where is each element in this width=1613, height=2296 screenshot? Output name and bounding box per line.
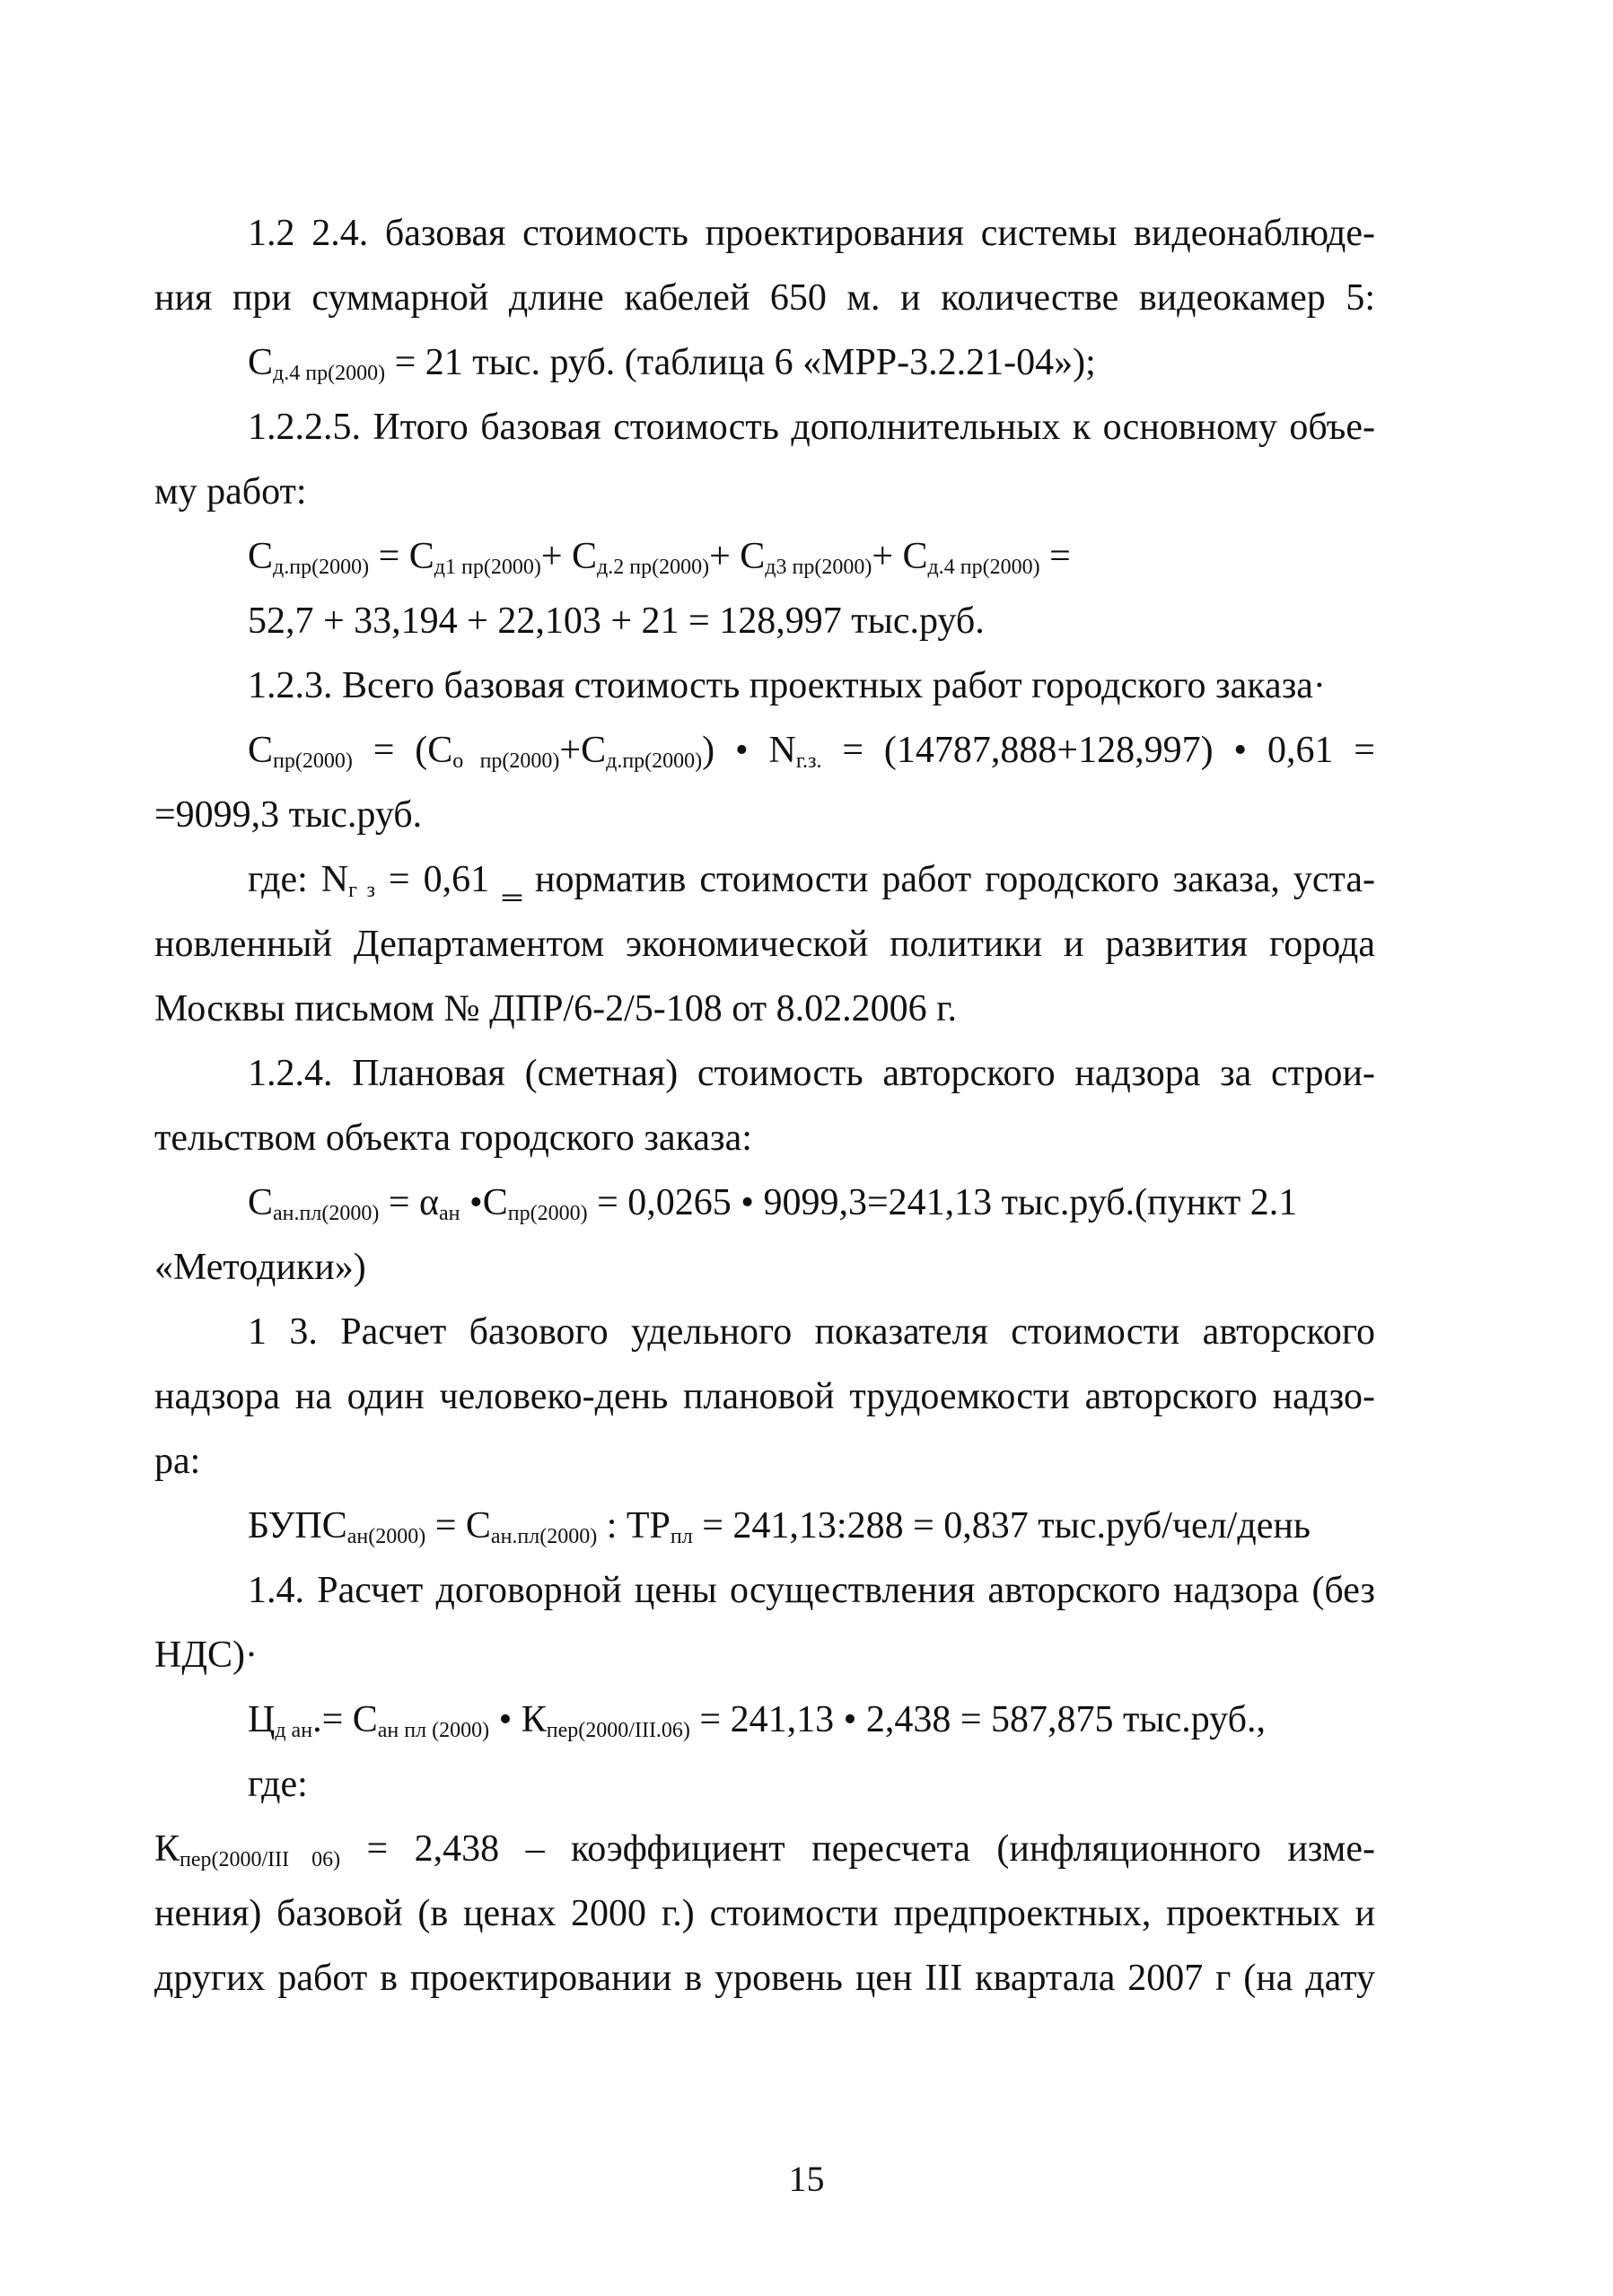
text-line — [154, 917, 1375, 971]
text-line — [154, 271, 1375, 325]
line-text: 1.2.2.5. Итого базовая стоимость дополнительных к основному объе- — [248, 407, 1375, 448]
line-text: БУПС — [248, 1505, 347, 1547]
text-line — [248, 659, 1375, 713]
line-text: • К — [489, 1699, 547, 1740]
subscript-text: пер(2000/III.06) — [546, 1719, 690, 1742]
line-text: 52,7 + 33,194 + 22,103 + 21 = 128,997 тыс.руб. — [248, 600, 985, 642]
line-text: = С — [369, 536, 434, 577]
subscript-text: пл — [670, 1525, 693, 1548]
line-text: 1 3. Расчет базового удельного показателя стоимости авторского — [248, 1311, 1375, 1353]
line-text: = 2,438 – коэффициент пересчета (инфляционного изме- — [340, 1828, 1375, 1870]
line-text: ра: — [154, 1441, 201, 1482]
subscript-text: пр(2000) — [273, 749, 353, 773]
line-text: 1.2.3. Всего базовая стоимость проектных работ городского заказа· — [248, 665, 1326, 706]
line-text: + С — [540, 536, 598, 577]
subscript-text: ан.пл(2000) — [490, 1525, 598, 1548]
line-text: где: N — [248, 859, 349, 900]
page-number: 15 — [788, 2159, 825, 2199]
line-text: С — [248, 1182, 274, 1223]
text-line — [154, 1951, 1375, 2005]
text-line — [154, 1370, 1375, 1424]
formula-line — [248, 530, 1375, 583]
subscript-text: д3 пр(2000) — [765, 556, 872, 579]
text-line — [248, 400, 1375, 454]
line-text: других работ в проектировании в уровень цен III квартала 2007 г (на дату — [154, 1958, 1375, 1999]
line-text: надзора на один человеко-день плановой трудоемкости авторского надзо- — [154, 1376, 1375, 1417]
subscript-text: д.пр(2000) — [606, 749, 703, 773]
line-text: нения) базовой (в ценах 2000 г.) стоимости предпроектных, проектных и — [154, 1893, 1375, 1934]
line-text: 1.2.4. Плановая (сметная) стоимость авторского надзора за строи- — [248, 1053, 1375, 1094]
subscript-text: г з — [348, 879, 375, 902]
line-text: = — [1039, 536, 1071, 577]
text-line — [248, 1305, 1375, 1359]
line-text: + С — [709, 536, 766, 577]
line-text: + С — [872, 536, 928, 577]
line-text: = (С — [352, 730, 453, 771]
line-text: 1.2 2.4. базовая стоимость проектирования системы видеонаблюде- — [248, 213, 1375, 254]
subscript-text: ан.пл(2000) — [273, 1202, 380, 1225]
text-line — [154, 1434, 1375, 1488]
text-line — [248, 853, 1375, 907]
text-line — [248, 206, 1375, 260]
text-line — [154, 982, 1375, 1036]
subscript-text: пр(2000) — [507, 1202, 588, 1225]
formula-line — [248, 1499, 1375, 1553]
text-line — [154, 465, 1375, 519]
formula-line — [154, 1822, 1375, 1876]
text-line — [248, 1757, 1375, 1811]
line-text: = (14787,888+128,997) • 0,61 = — [821, 730, 1375, 771]
line-text: ) • N — [702, 730, 796, 771]
line-text: = α — [379, 1182, 440, 1223]
subscript-text: ан(2000) — [346, 1525, 426, 1548]
subscript-text: ан — [439, 1202, 460, 1225]
line-text: : ТР — [597, 1505, 671, 1547]
line-text: ния при суммарной длине кабелей 650 м. и количестве видеокамер 5: — [154, 277, 1375, 319]
subscript-text: д.4 пр(2000) — [927, 556, 1040, 579]
subscript-text: ан пл (2000) — [377, 1719, 490, 1742]
subscript-text: д.2 пр(2000) — [597, 556, 710, 579]
formula-line — [248, 1176, 1375, 1230]
line-text: новленный Департаментом экономической политики и развития города — [154, 924, 1375, 965]
text-line — [154, 1628, 1375, 1682]
text-line — [248, 1047, 1375, 1100]
line-text: 1.4. Расчет договорной цены осуществления авторского надзора (без — [248, 1570, 1375, 1611]
line-text: = 0,0265 • 9099,3=241,13 тыс.руб.(пункт 2.1 — [587, 1182, 1298, 1223]
formula-line — [248, 1693, 1375, 1747]
subscript-text: о пр(2000) — [452, 749, 560, 773]
line-text: = 0,61 ‗ норматив стоимости работ городского заказа, уста- — [374, 859, 1376, 900]
line-text: К — [154, 1828, 180, 1870]
line-text: = С — [425, 1505, 491, 1547]
subscript-text: г.з. — [795, 749, 822, 773]
formula-line — [154, 788, 1375, 842]
line-text: С — [248, 342, 274, 383]
line-text: С — [248, 730, 274, 771]
formula-line — [248, 723, 1375, 777]
line-text: С — [248, 536, 274, 577]
text-line — [154, 1240, 1375, 1294]
text-line — [154, 1111, 1375, 1165]
line-text: Ц — [248, 1699, 276, 1740]
line-text: = 21 тыс. руб. (таблица 6 «МРР-3.2.21-04»); — [385, 342, 1096, 383]
line-text: тельством объекта городского заказа: — [154, 1117, 752, 1159]
line-text: = 241,13:288 = 0,837 тыс.руб/чел/день — [692, 1505, 1311, 1547]
line-text: .= С — [312, 1699, 378, 1740]
subscript-text: д ан — [275, 1719, 313, 1742]
formula-line — [248, 594, 1375, 648]
text-line — [154, 1887, 1375, 1941]
line-text: •С — [460, 1182, 508, 1223]
line-text: = 241,13 • 2,438 = 587,875 тыс.руб., — [689, 1699, 1266, 1740]
text-line — [248, 1564, 1375, 1617]
line-text: где: — [248, 1764, 308, 1805]
subscript-text: д1 пр(2000) — [434, 556, 541, 579]
line-text: «Методики») — [154, 1247, 366, 1288]
subscript-text: пер(2000/III 06) — [180, 1848, 341, 1871]
subscript-text: д.4 пр(2000) — [273, 362, 386, 385]
line-text: Москвы письмом № ДПР/6-2/5-108 от 8.02.2006 г. — [154, 988, 958, 1030]
formula-line — [248, 336, 1375, 390]
subscript-text: д.пр(2000) — [273, 556, 370, 579]
line-text: НДС)· — [154, 1634, 258, 1676]
line-text: +С — [559, 730, 607, 771]
line-text: =9099,3 тыс.руб. — [154, 794, 423, 836]
line-text: му работ: — [154, 471, 307, 513]
